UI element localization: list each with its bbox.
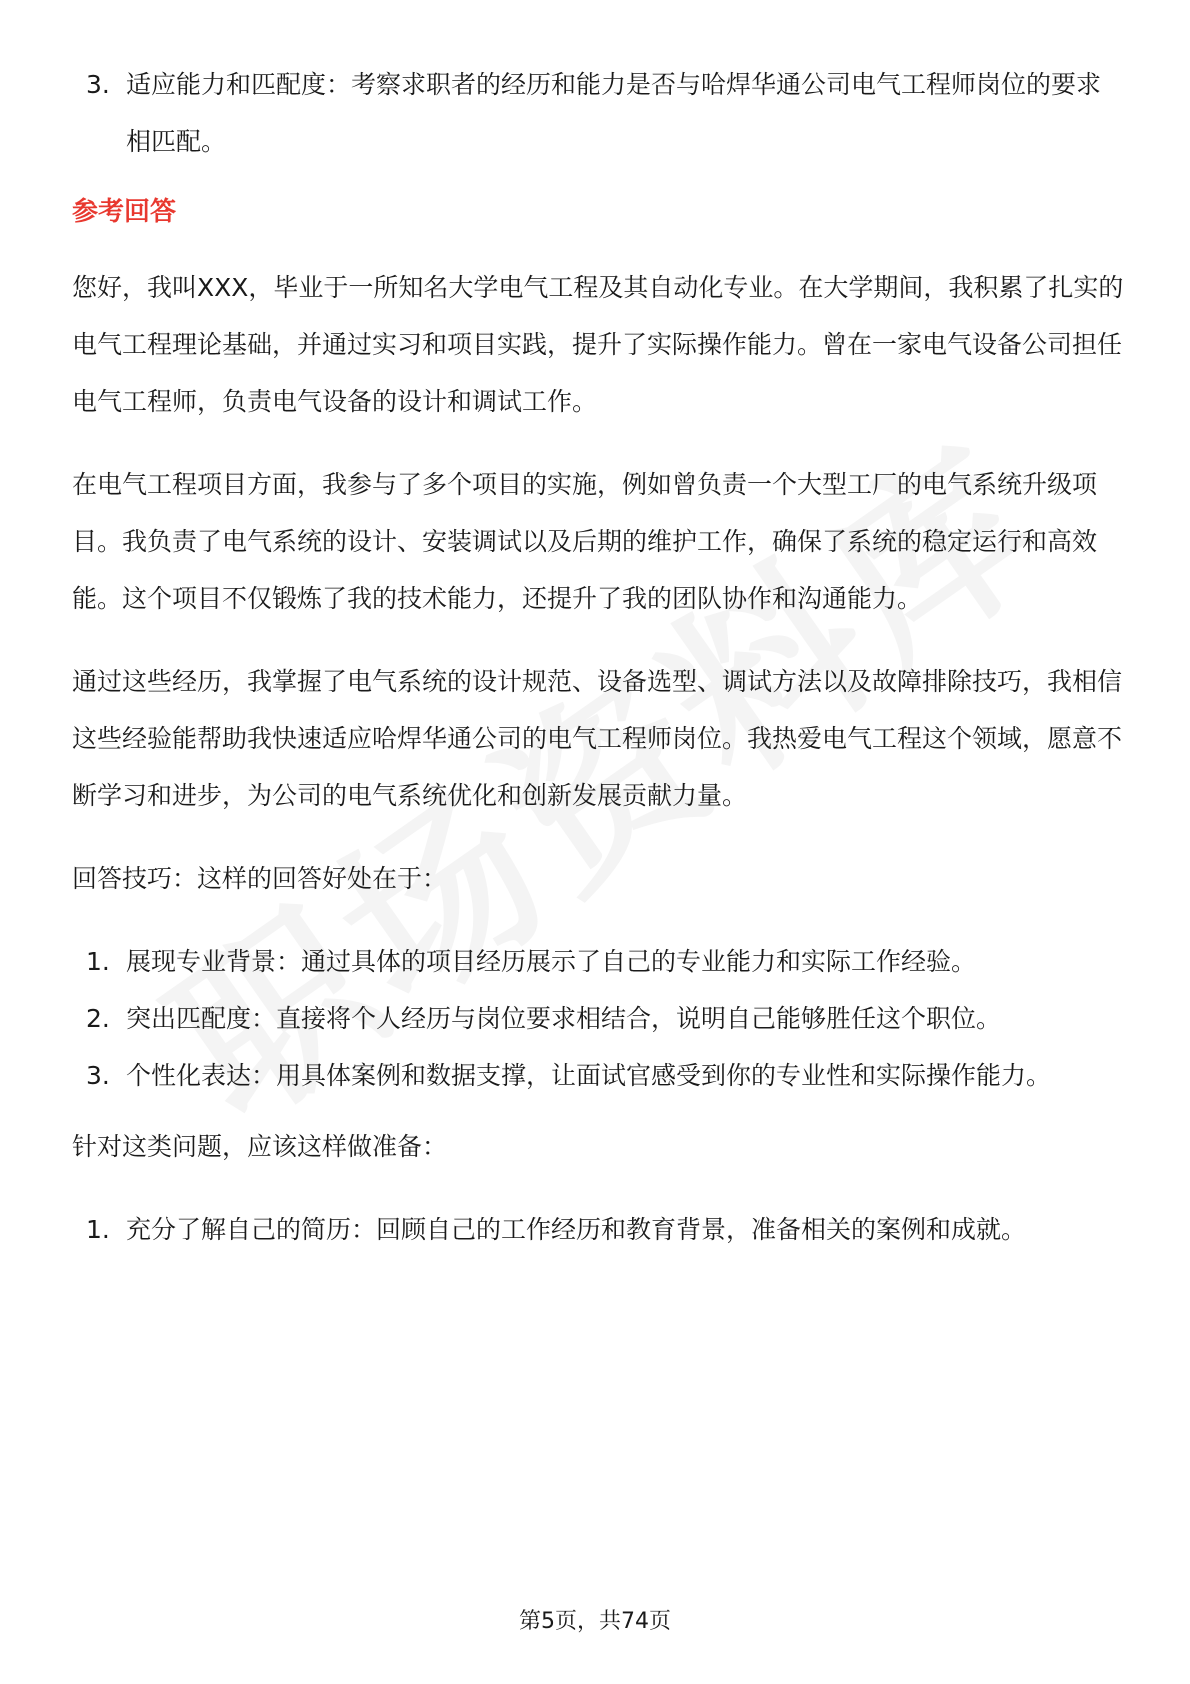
tips-list: [72, 933, 1124, 1104]
prep-intro: 针对这类问题，应该这样做准备：: [72, 1132, 448, 1161]
answer-paragraph-1: 您好，我叫XXX，毕业于一所知名大学电气工程及其自动化专业。在大学期间，我积累了扎实的电气工程理论基础，并通过实习和项目实践，提升了实际操作能力。曾在一家电气设备公司担任电气工程师，负责电气设备的设计和调试工作。: [72, 273, 1124, 416]
reference-answer-heading: 参考回答: [72, 197, 177, 227]
list-item-text: 个性化表达：用具体案例和数据支撑，让面试官感受到你的专业性和实际操作能力。: [126, 1061, 1052, 1090]
list-item: [72, 933, 1124, 990]
list-item-text: 充分了解自己的简历：回顾自己的工作经历和教育背景，准备相关的案例和成就。: [126, 1215, 1027, 1244]
list-item: [72, 1047, 1124, 1104]
answer-paragraph-2: 在电气工程项目方面，我参与了多个项目的实施，例如曾负责一个大型工厂的电气系统升级项目。我负责了电气系统的设计、安装调试以及后期的维护工作，确保了系统的稳定运行和高效能。这个项目不仅锻炼了我的技术能力，还提升了我的团队协作和沟通能力。: [72, 470, 1098, 613]
tips-intro: 回答技巧：这样的回答好处在于：: [72, 864, 448, 893]
list-item-text: 展现专业背景：通过具体的项目经历展示了自己的专业能力和实际工作经验。: [126, 947, 977, 976]
prep-list: [72, 1201, 1124, 1258]
page-content: [72, 56, 1124, 1258]
list-number: 1.: [86, 1215, 110, 1244]
list-item: [72, 990, 1124, 1047]
list-item: [72, 1201, 1124, 1258]
top-list: [72, 56, 1124, 170]
list-item: [72, 56, 1124, 170]
list-item-text: 适应能力和匹配度：考察求职者的经历和能力是否与哈焊华通公司电气工程师岗位的要求相匹配。: [126, 70, 1102, 156]
list-number: 2.: [86, 1004, 110, 1033]
answer-paragraph-3: 通过这些经历，我掌握了电气系统的设计规范、设备选型、调试方法以及故障排除技巧，我相信这些经验能帮助我快速适应哈焊华通公司的电气工程师岗位。我热爱电气工程这个领域，愿意不断学习和进步，为公司的电气系统优化和创新发展贡献力量。: [72, 667, 1123, 810]
list-number: 3.: [86, 1061, 110, 1090]
page-number-footer: 第5页，共74页: [519, 1609, 671, 1634]
list-number: 1.: [86, 947, 110, 976]
list-item-text: 突出匹配度：直接将个人经历与岗位要求相结合，说明自己能够胜任这个职位。: [126, 1004, 1002, 1033]
list-number: 3.: [86, 70, 110, 99]
